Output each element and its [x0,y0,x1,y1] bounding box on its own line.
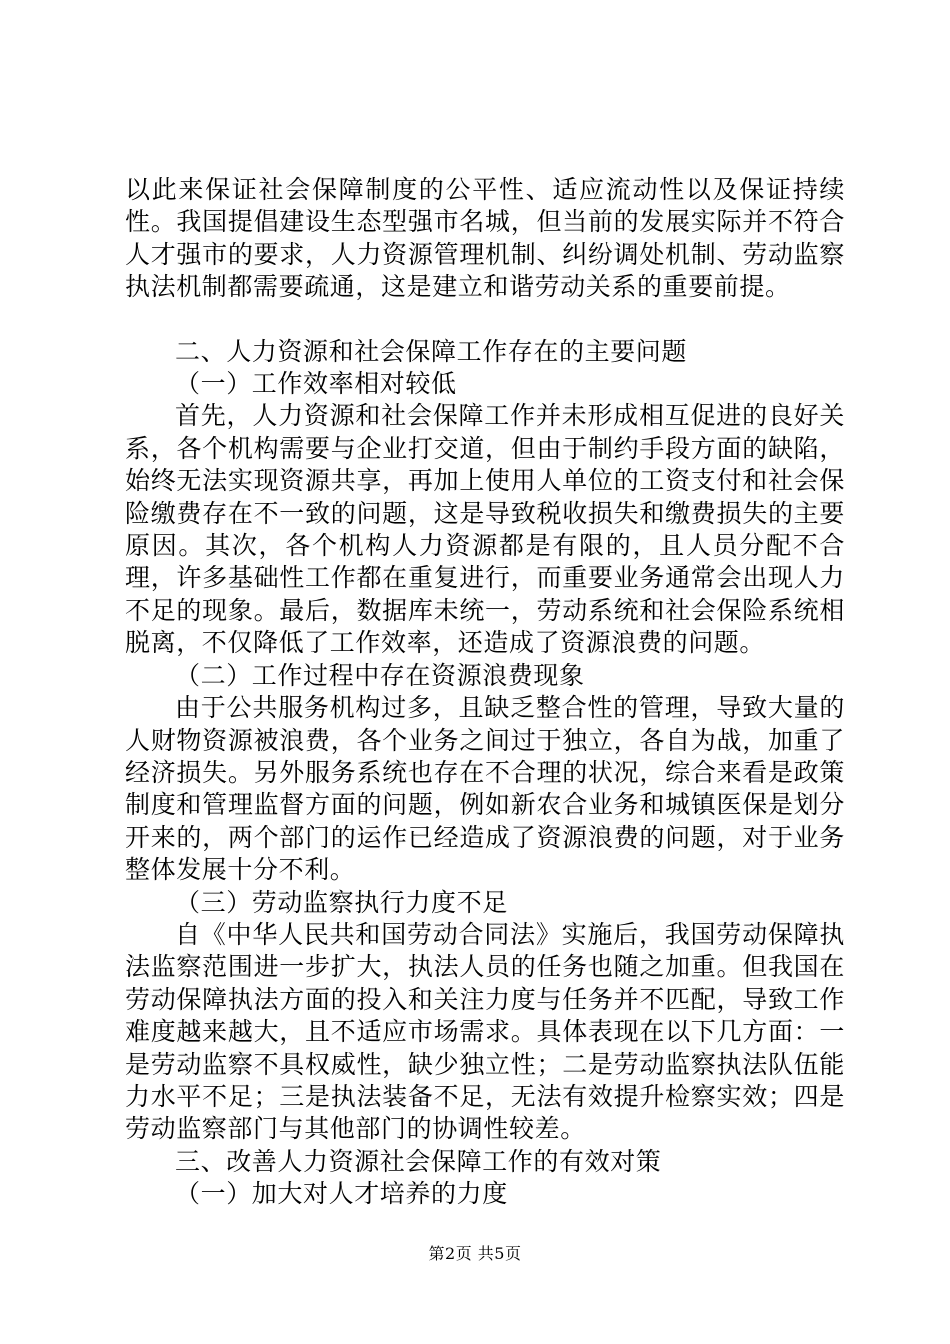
paragraph-spacer [125,304,845,336]
subsection-heading-talent: （一）加大对人才培养的力度 [175,1179,508,1209]
paragraph-continuation: 以此来保证社会保障制度的公平性、适应流动性以及保证持续性。我国提倡建设生态型强市名城，但当前的发展实际并不符合人才强市的要求，人力资源管理机制、纠纷调处机制、劳动监察执法机制都需要疏通，这是建立和谐劳动关系的重要前提。 [125,175,845,302]
subsection-heading-waste: （二）工作过程中存在资源浪费现象 [175,660,585,690]
section-heading-problems: 二、人力资源和社会保障工作存在的主要问题 [175,336,688,366]
paragraph-efficiency: 首先，人力资源和社会保障工作并未形成相互促进的良好关系，各个机构需要与企业打交道，但由于制约手段方面的缺陷，始终无法实现资源共享，再加上使用人单位的工资支付和社会保险缴费存在不一致的问题，这是导致税收损失和缴费损失的主要原因。其次，各个机构人力资源都是有限的，且人员分配不合理，许多基础性工作都在重复进行，而重要业务通常会出现人力不足的现象。最后，数据库未统一，劳动系统和社会保险系统相脱离，不仅降低了工作效率，还造成了资源浪费的问题。 [125,401,845,658]
document-body [125,174,845,1211]
page-number-footer: 第2页 共5页 [428,1244,522,1263]
paragraph-waste: 由于公共服务机构过多，且缺乏整合性的管理，导致大量的人财物资源被浪费，各个业务之间过于独立，各自为战，加重了经济损失。另外服务系统也存在不合理的状况，综合来看是政策制度和管理监督方面的问题，例如新农合业务和城镇医保是划分开来的，两个部门的运作已经造成了资源浪费的问题，对于业务整体发展十分不利。 [125,693,845,885]
subsection-heading-supervision: （三）劳动监察执行力度不足 [175,887,508,917]
paragraph-supervision: 自《中华人民共和国劳动合同法》实施后，我国劳动保障执法监察范围进一步扩大，执法人员的任务也随之加重。但我国在劳动保障执法方面的投入和关注力度与任务并不匹配，导致工作难度越来越大，且不适应市场需求。具体表现在以下几方面：一是劳动监察不具权威性，缺少独立性；二是劳动监察执法队伍能力水平不足；三是执法装备不足，无法有效提升检察实效；四是劳动监察部门与其他部门的协调性较差。 [125,919,845,1144]
subsection-heading-efficiency: （一）工作效率相对较低 [175,369,457,399]
section-heading-countermeasures: 三、改善人力资源社会保障工作的有效对策 [175,1146,662,1176]
